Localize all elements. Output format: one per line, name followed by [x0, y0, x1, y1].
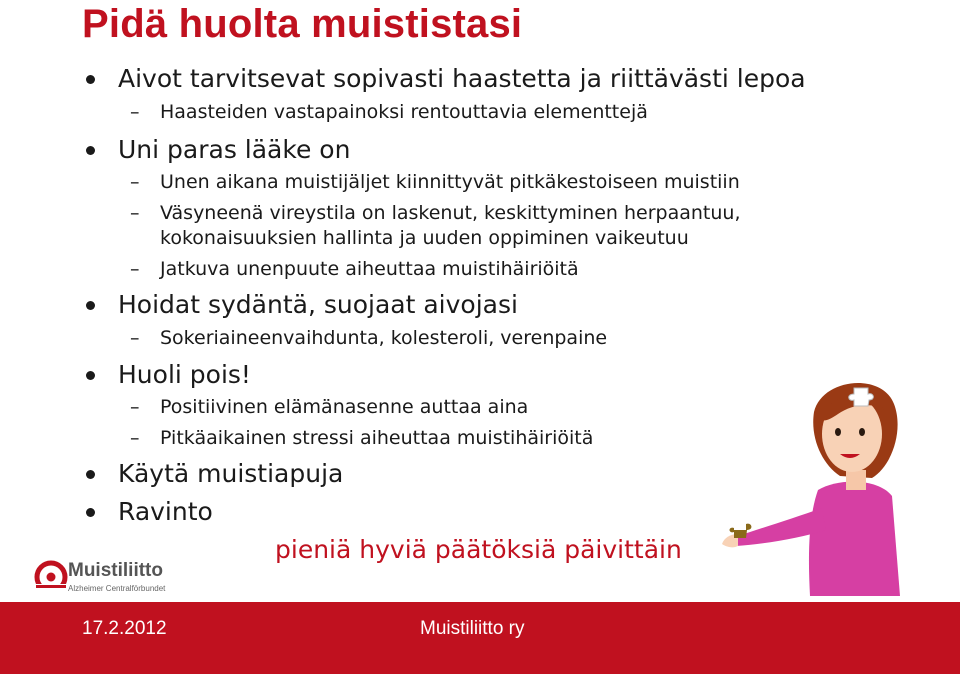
slide-title: Pidä huolta muististasi: [82, 2, 523, 46]
sub-bullet-text: Jatkuva unenpuute aiheuttaa muistihäiriöitä: [160, 258, 579, 280]
woman-puzzle-illustration: [722, 368, 922, 598]
footer-bar: [0, 602, 960, 674]
sub-bullet-text: Väsyneenä vireystila on laskenut, keskittyminen herpaantuu,: [160, 202, 741, 224]
dash-icon: –: [130, 101, 140, 123]
bullet-text: Uni paras lääke on: [118, 135, 351, 164]
sub-bullet-item: [130, 202, 741, 224]
bullet-item: [118, 290, 518, 319]
bullet-item: [118, 360, 251, 389]
dash-icon: –: [130, 427, 140, 449]
sub-bullet-item: [130, 171, 740, 193]
sub-bullet-text: Positiivinen elämänasenne auttaa aina: [160, 396, 529, 418]
bullet-dot-icon: [86, 146, 95, 155]
dash-icon: –: [130, 258, 140, 280]
dash-icon: –: [130, 327, 140, 349]
bullet-item: [118, 497, 213, 526]
logo-mark-icon: [34, 560, 68, 594]
footer-date: 17.2.2012: [82, 618, 167, 639]
sub-bullet-text: kokonaisuuksien hallinta ja uuden oppiminen vaikeutuu: [160, 227, 689, 249]
bullet-dot-icon: [86, 301, 95, 310]
bullet-dot-icon: [86, 508, 95, 517]
muistiliitto-logo: [34, 560, 166, 598]
sub-bullet-item: [130, 101, 648, 123]
sub-bullet-item: [130, 327, 608, 349]
sub-bullet-text: Unen aikana muistijäljet kiinnittyvät pitkäkestoiseen muistiin: [160, 171, 740, 193]
bullet-item: [118, 459, 343, 488]
bullet-item: [118, 64, 806, 93]
dash-icon: –: [130, 171, 140, 193]
slogan: pieniä hyviä päätöksiä päivittäin: [275, 535, 682, 564]
bullet-text: Hoidat sydäntä, suojaat aivojasi: [118, 290, 518, 319]
sub-bullet-item: [130, 396, 529, 418]
bullet-text: Aivot tarvitsevat sopivasti haastetta ja riittävästi lepoa: [118, 64, 806, 93]
sub-bullet-continuation: [160, 227, 689, 249]
sub-bullet-text: Haasteiden vastapainoksi rentouttavia elementtejä: [160, 101, 648, 123]
shirt-shape: [809, 482, 900, 596]
sub-bullet-text: Sokeriaineenvaihdunta, kolesteroli, verenpaine: [160, 327, 608, 349]
dash-icon: –: [130, 202, 140, 224]
sub-bullet-item: [130, 427, 594, 449]
bullet-text: Huoli pois!: [118, 360, 251, 389]
bullet-dot-icon: [86, 371, 95, 380]
bullet-text: Ravinto: [118, 497, 213, 526]
footer-organization: Muistiliitto ry: [420, 618, 525, 639]
logo-subtitle: Alzheimer Centralförbundet: [68, 584, 166, 593]
bullet-text: Käytä muistiapuja: [118, 459, 344, 488]
sub-bullet-item: [130, 258, 579, 280]
logo-name: Muistiliitto: [68, 560, 163, 581]
sub-bullet-text: Pitkäaikainen stressi aiheuttaa muistihäiriöitä: [160, 427, 594, 449]
bullet-dot-icon: [86, 75, 95, 84]
bullet-dot-icon: [86, 470, 95, 479]
bullet-item: [118, 135, 350, 164]
dash-icon: –: [130, 396, 140, 418]
